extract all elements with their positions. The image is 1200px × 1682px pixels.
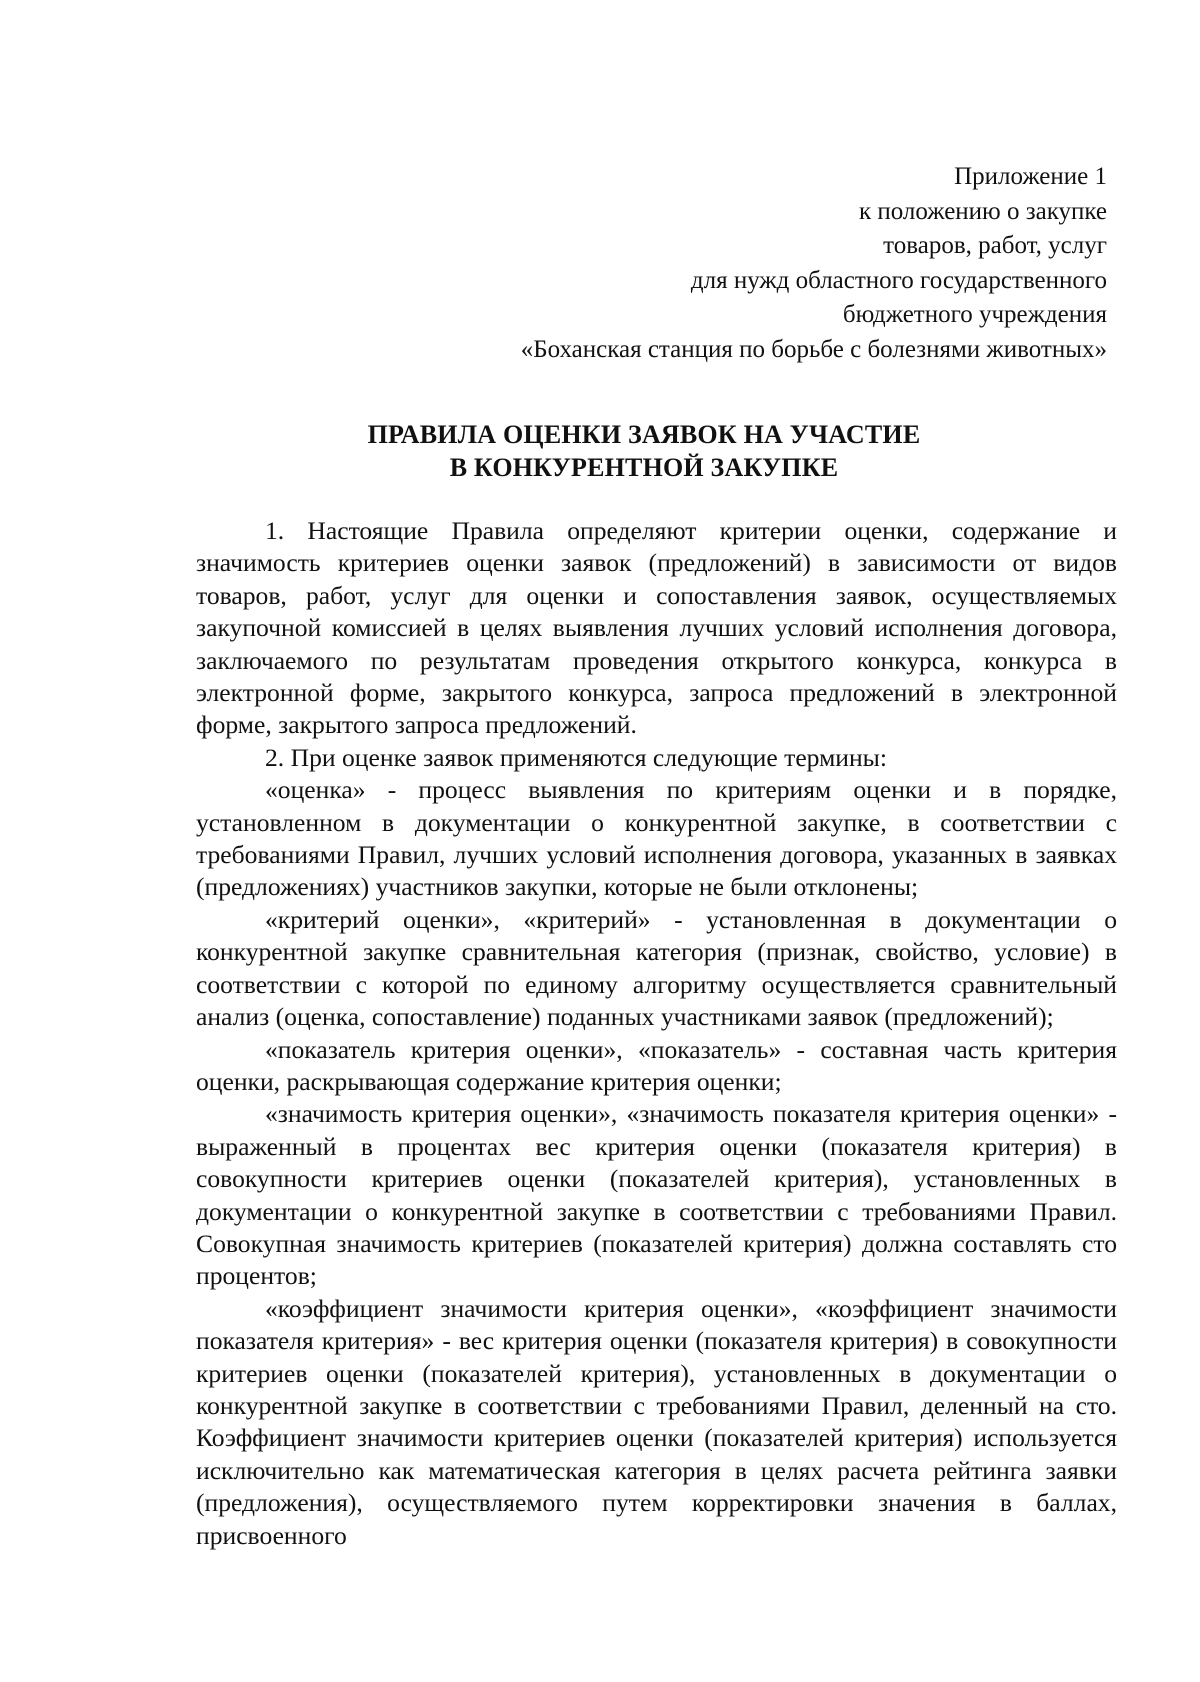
- title-line-2: В КОНКУРЕНТНОЙ ЗАКУПКЕ: [449, 453, 839, 482]
- paragraph-term-coefficient: «коэффициент значимости критерия оценки», «коэффициент значимости показателя критерия» - вес критерия оценки (показателя критерия) в совокупности критериев оценки (показателей критерия), установленных в документации о конкурентной закупке в соответствии с требованиями Правил, деленный на сто. Коэффициент значимости критериев оценки (показателей критерия) используется исключительно как математическая категория в целях расчета рейтинга заявки (предложения), осуществляемого путем корректировки значения в баллах, присвоенного: [196, 1293, 1117, 1550]
- appendix-line-1: Приложение 1: [954, 163, 1107, 190]
- paragraph-term-criterion: «критерий оценки», «критерий» - установленная в документации о конкурентной закупке сравнительная категория (признак, свойство, условие) в соответствии с которой по единому алгоритму осуществляется сравнительный анализ (оценка, сопоставление) поданных участниками заявок (предложений);: [196, 904, 1117, 1032]
- appendix-line-4: для нужд областного государственного: [690, 266, 1107, 294]
- paragraph-2: 2. При оценке заявок применяются следующие термины:: [265, 742, 887, 772]
- appendix-line-6: «Боханская станция по борьбе с болезнями животных»: [520, 335, 1107, 363]
- paragraph-term-significance: «значимость критерия оценки», «значимость показателя критерия оценки» - выраженный в процентах вес критерия оценки (показателя критерия) в совокупности критериев оценки (показателей критерия), установленных в документации о конкурентной закупке в соответствии с требованиями Правил. Совокупная значимость критериев (показателей критерия) должна составлять сто процентов;: [196, 1099, 1117, 1291]
- paragraph-1: 1. Настоящие Правила определяют критерии оценки, содержание и значимость критериев оценки заявок (предложений) в зависимости от видов товаров, работ, услуг для оценки и сопоставления заявок, осуществляемых закупочной комиссией в целях выявления лучших условий исполнения договора, заключаемого по результатам проведения открытого конкурса, конкурса в электронной форме, закрытого конкурса, запроса предложений в электронной форме, закрытого запроса предложений.: [196, 516, 1117, 740]
- appendix-header: [407, 160, 1107, 367]
- paragraph-term-indicator: «показатель критерия оценки», «показатель» - составная часть критерия оценки, раскрывающая содержание критерия оценки;: [196, 1034, 1117, 1096]
- appendix-line-3: товаров, работ, услуг: [883, 232, 1107, 259]
- appendix-line-2: к положению о закупке: [858, 197, 1107, 225]
- document-title: [0, 418, 1200, 484]
- paragraph-term-assessment: «оценка» - процесс выявления по критериям оценки и в порядке, установленном в документации о конкурентной закупке, в соответствии с требованиями Правил, лучших условий исполнения договора, указанных в заявках (предложениях) участников закупки, которые не были отклонены;: [196, 775, 1117, 902]
- appendix-line-5: бюджетного учреждения: [842, 301, 1107, 328]
- title-line-1: ПРАВИЛА ОЦЕНКИ ЗАЯВОК НА УЧАСТИЕ: [367, 420, 921, 449]
- document-body: [196, 515, 1117, 1552]
